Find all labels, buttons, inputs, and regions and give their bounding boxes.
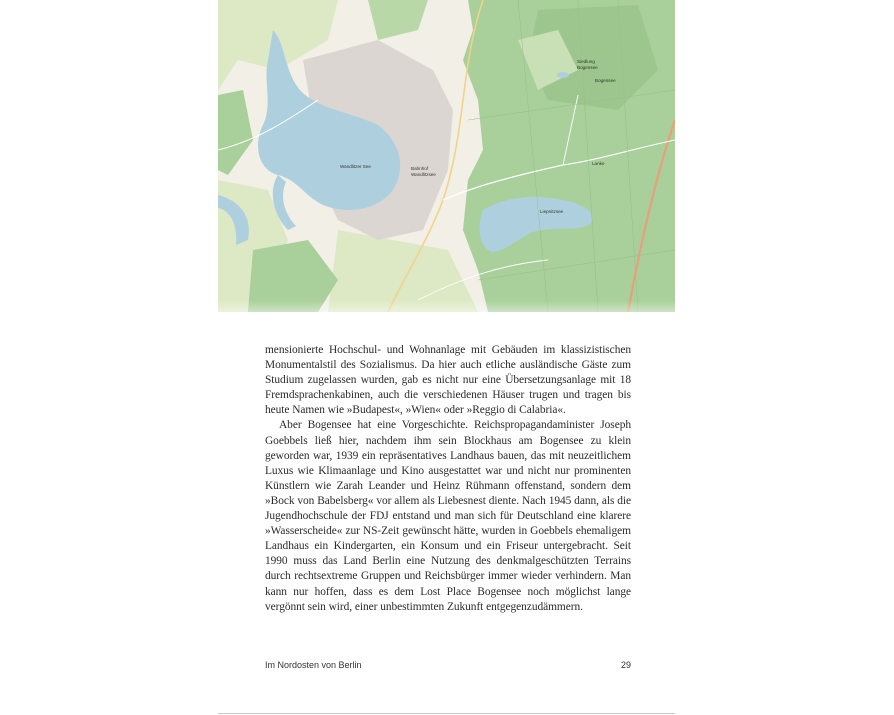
map-bottom-fade: [218, 300, 675, 328]
map-label-siedlung: Siedlung: [577, 59, 595, 64]
paragraph: mensionierte Hochschul- und Wohnanlage mit Gebäuden im klassizistischen Monumentalstil des Sozialismus. Da hier auch etliche ausländische Gäste zum Studium zugelassen wurden, gab es nicht nur eine Übersetzungsanlage mit 18 Fremdsprachenkabinen, auch die verschiedenen Häuser trugen und tragen bis heute Namen wie »Budapest«, »Wien« oder »Reggio di Calabria«.: [265, 344, 631, 417]
map-pond: [557, 72, 569, 78]
body-text: [265, 343, 631, 615]
map-label-liepnitzsee: Liepnitzsee: [540, 209, 564, 214]
map-label-siedlung-bogensee: Bogensee: [577, 65, 598, 70]
page-number: 29: [620, 660, 631, 670]
map-label-bogensee: Bogensee: [595, 78, 616, 83]
map-label-lanke: Lanke: [592, 161, 605, 166]
map-label-wandlitzer-see: Wandlitzer See: [340, 164, 371, 169]
map-figure: [218, 0, 675, 312]
map-label-bahnhof: Bahnhof: [411, 166, 429, 171]
bottom-rule: [218, 713, 675, 714]
map-graphic: [218, 0, 675, 312]
map-label-wandlitzsee: Wandlitzsee: [411, 172, 436, 177]
paragraph: Aber Bogensee hat eine Vorgeschichte. Reichspropagandaminister Joseph Goebbels ließ hier, nachdem ihm sein Blockhaus am Bogensee zu klein geworden war, 1939 ein repräsentatives Landhaus bauen, das mit neuzeitlichem Luxus wie Klimaanlage und Kino ausgestattet war und nicht nur prominenten Künstlern wie Zarah Leander und Heinz Rühmann offenstand, sondern dem »Bock von Babelsberg« vor allem als Liebesnest diente. Nach 1945 dann, als die Jugendhochschule der FDJ entstand und man sich für Deutschland eine klarere »Wasserscheide« zur NS-Zeit gewünscht hätte, wurden in Goebbels ehemaligem Landhaus ein Kindergarten, ein Konsum und ein Friseur untergebracht. Seit 1990 muss das Land Berlin eine Nutzung des denkmalgeschützten Terrains durch rechtsextreme Gruppen und Reichsbürger immer wieder verhindern. Man kann nur hoffen, dass es dem Lost Place Bogensee noch möglichst lange vergönnt sein wird, einer unbestimmten Zukunft entgegenzudämmern.: [265, 419, 631, 613]
page-footer: [265, 660, 631, 670]
running-title: Im Nordosten von Berlin: [265, 660, 362, 670]
